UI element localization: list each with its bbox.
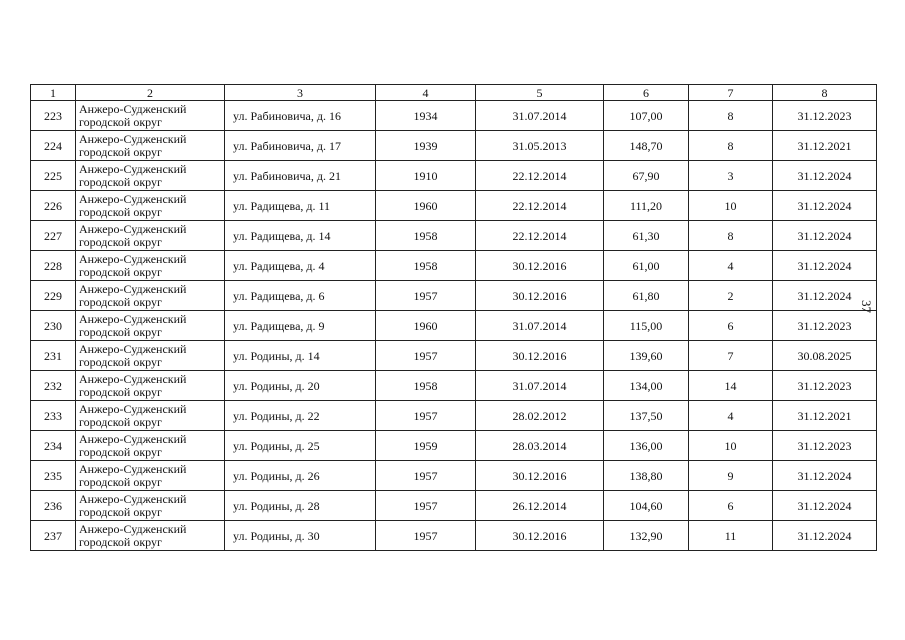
residents-count: 10 — [689, 191, 773, 221]
residents-count: 9 — [689, 461, 773, 491]
build-year: 1957 — [376, 521, 476, 551]
address: ул. Родины, д. 25 — [225, 431, 376, 461]
row-number: 234 — [31, 431, 76, 461]
municipality-line: городской округ — [79, 174, 162, 189]
recognition-date: 31.07.2014 — [476, 101, 604, 131]
municipality-line: Анжеро-Судженский — [79, 251, 187, 266]
resettlement-deadline: 31.12.2024 — [773, 191, 877, 221]
resettlement-deadline: 31.12.2024 — [773, 491, 877, 521]
recognition-date: 30.12.2016 — [476, 461, 604, 491]
recognition-date: 31.05.2013 — [476, 131, 604, 161]
row-number: 235 — [31, 461, 76, 491]
resettlement-deadline: 31.12.2024 — [773, 221, 877, 251]
residents-count: 14 — [689, 371, 773, 401]
residents-count: 11 — [689, 521, 773, 551]
address: ул. Радищева, д. 9 — [225, 311, 376, 341]
address: ул. Рабиновича, д. 21 — [225, 161, 376, 191]
area: 136,00 — [604, 431, 689, 461]
row-number: 224 — [31, 131, 76, 161]
build-year: 1910 — [376, 161, 476, 191]
municipality — [76, 281, 225, 311]
resettlement-deadline: 31.12.2024 — [773, 251, 877, 281]
resettlement-deadline: 31.12.2021 — [773, 401, 877, 431]
recognition-date: 22.12.2014 — [476, 221, 604, 251]
municipality-line: городской округ — [79, 114, 162, 129]
recognition-date: 31.07.2014 — [476, 311, 604, 341]
address: ул. Радищева, д. 14 — [225, 221, 376, 251]
municipality-line: городской округ — [79, 534, 162, 549]
build-year: 1960 — [376, 191, 476, 221]
residents-count: 8 — [689, 131, 773, 161]
resettlement-deadline: 31.12.2023 — [773, 431, 877, 461]
recognition-date: 30.12.2016 — [476, 251, 604, 281]
area: 115,00 — [604, 311, 689, 341]
residents-count: 4 — [689, 251, 773, 281]
area: 132,90 — [604, 521, 689, 551]
resettlement-deadline: 31.12.2021 — [773, 131, 877, 161]
recognition-date: 30.12.2016 — [476, 521, 604, 551]
municipality — [76, 491, 225, 521]
municipality — [76, 521, 225, 551]
area: 107,00 — [604, 101, 689, 131]
col-header: 2 — [76, 85, 225, 101]
recognition-date: 31.07.2014 — [476, 371, 604, 401]
recognition-date: 30.12.2016 — [476, 281, 604, 311]
address: ул. Родины, д. 30 — [225, 521, 376, 551]
municipality — [76, 311, 225, 341]
municipality-line: Анжеро-Судженский — [79, 131, 187, 146]
col-header: 6 — [604, 85, 689, 101]
resettlement-deadline: 31.12.2024 — [773, 461, 877, 491]
municipality — [76, 131, 225, 161]
table-row — [31, 521, 877, 551]
municipality — [76, 251, 225, 281]
table-row — [31, 461, 877, 491]
municipality-line: Анжеро-Судженский — [79, 461, 187, 476]
municipality-line: Анжеро-Судженский — [79, 371, 187, 386]
area: 137,50 — [604, 401, 689, 431]
build-year: 1959 — [376, 431, 476, 461]
build-year: 1934 — [376, 101, 476, 131]
municipality — [76, 341, 225, 371]
municipality-line: Анжеро-Судженский — [79, 191, 187, 206]
table-row — [31, 311, 877, 341]
build-year: 1958 — [376, 251, 476, 281]
municipality-line: городской округ — [79, 474, 162, 489]
row-number: 227 — [31, 221, 76, 251]
area: 134,00 — [604, 371, 689, 401]
address: ул. Родины, д. 14 — [225, 341, 376, 371]
table-row — [31, 431, 877, 461]
residents-count: 4 — [689, 401, 773, 431]
residents-count: 8 — [689, 101, 773, 131]
area: 61,00 — [604, 251, 689, 281]
residents-count: 6 — [689, 491, 773, 521]
address: ул. Радищева, д. 6 — [225, 281, 376, 311]
address: ул. Радищева, д. 11 — [225, 191, 376, 221]
municipality — [76, 371, 225, 401]
municipality — [76, 101, 225, 131]
resettlement-deadline: 30.08.2025 — [773, 341, 877, 371]
table-header — [31, 85, 877, 101]
table-row — [31, 371, 877, 401]
area: 67,90 — [604, 161, 689, 191]
municipality-line: Анжеро-Судженский — [79, 341, 187, 356]
table-row — [31, 131, 877, 161]
table-body — [31, 101, 877, 551]
header-row — [31, 85, 877, 101]
municipality-line: Анжеро-Судженский — [79, 101, 187, 116]
municipality-line: городской округ — [79, 414, 162, 429]
municipality-line: Анжеро-Судженский — [79, 221, 187, 236]
resettlement-deadline: 31.12.2023 — [773, 371, 877, 401]
recognition-date: 28.02.2012 — [476, 401, 604, 431]
municipality-line: городской округ — [79, 324, 162, 339]
recognition-date: 30.12.2016 — [476, 341, 604, 371]
recognition-date: 26.12.2014 — [476, 491, 604, 521]
residents-count: 6 — [689, 311, 773, 341]
row-number: 230 — [31, 311, 76, 341]
residents-count: 7 — [689, 341, 773, 371]
row-number: 223 — [31, 101, 76, 131]
area: 139,60 — [604, 341, 689, 371]
build-year: 1957 — [376, 341, 476, 371]
table-row — [31, 101, 877, 131]
residents-count: 2 — [689, 281, 773, 311]
build-year: 1958 — [376, 221, 476, 251]
address: ул. Родины, д. 26 — [225, 461, 376, 491]
table-row — [31, 281, 877, 311]
col-header: 1 — [31, 85, 76, 101]
municipality — [76, 461, 225, 491]
municipality-line: Анжеро-Судженский — [79, 161, 187, 176]
row-number: 231 — [31, 341, 76, 371]
row-number: 226 — [31, 191, 76, 221]
page-number: 37 — [859, 300, 874, 313]
build-year: 1939 — [376, 131, 476, 161]
resettlement-deadline: 31.12.2023 — [773, 311, 877, 341]
address: ул. Родины, д. 22 — [225, 401, 376, 431]
municipality-line: городской округ — [79, 444, 162, 459]
row-number: 228 — [31, 251, 76, 281]
build-year: 1958 — [376, 371, 476, 401]
municipality-line: городской округ — [79, 204, 162, 219]
resettlement-deadline: 31.12.2024 — [773, 521, 877, 551]
area: 61,80 — [604, 281, 689, 311]
area: 148,70 — [604, 131, 689, 161]
address: ул. Рабиновича, д. 17 — [225, 131, 376, 161]
area: 104,60 — [604, 491, 689, 521]
municipality-line: городской округ — [79, 144, 162, 159]
col-header: 7 — [689, 85, 773, 101]
municipality — [76, 221, 225, 251]
address: ул. Родины, д. 20 — [225, 371, 376, 401]
resettlement-deadline: 31.12.2023 — [773, 101, 877, 131]
table-row — [31, 191, 877, 221]
table-row — [31, 251, 877, 281]
row-number: 233 — [31, 401, 76, 431]
municipality-line: городской округ — [79, 384, 162, 399]
recognition-date: 28.03.2014 — [476, 431, 604, 461]
col-header: 8 — [773, 85, 877, 101]
municipality — [76, 401, 225, 431]
municipality — [76, 191, 225, 221]
row-number: 229 — [31, 281, 76, 311]
col-header: 5 — [476, 85, 604, 101]
municipality-line: городской округ — [79, 354, 162, 369]
build-year: 1957 — [376, 491, 476, 521]
col-header: 4 — [376, 85, 476, 101]
build-year: 1957 — [376, 401, 476, 431]
municipality-line: городской округ — [79, 264, 162, 279]
municipality-line: городской округ — [79, 504, 162, 519]
table-row — [31, 401, 877, 431]
table-row — [31, 491, 877, 521]
municipality-line: Анжеро-Судженский — [79, 281, 187, 296]
residents-count: 8 — [689, 221, 773, 251]
registry-table — [30, 84, 877, 551]
municipality-line: Анжеро-Судженский — [79, 311, 187, 326]
area: 138,80 — [604, 461, 689, 491]
resettlement-deadline: 31.12.2024 — [773, 161, 877, 191]
build-year: 1957 — [376, 461, 476, 491]
recognition-date: 22.12.2014 — [476, 191, 604, 221]
table-row — [31, 341, 877, 371]
col-header: 3 — [225, 85, 376, 101]
build-year: 1957 — [376, 281, 476, 311]
residents-count: 10 — [689, 431, 773, 461]
municipality-line: городской округ — [79, 294, 162, 309]
residents-count: 3 — [689, 161, 773, 191]
area: 61,30 — [604, 221, 689, 251]
address: ул. Радищева, д. 4 — [225, 251, 376, 281]
table-row — [31, 221, 877, 251]
address: ул. Рабиновича, д. 16 — [225, 101, 376, 131]
row-number: 236 — [31, 491, 76, 521]
municipality — [76, 431, 225, 461]
row-number: 225 — [31, 161, 76, 191]
recognition-date: 22.12.2014 — [476, 161, 604, 191]
row-number: 237 — [31, 521, 76, 551]
build-year: 1960 — [376, 311, 476, 341]
table-row — [31, 161, 877, 191]
resettlement-deadline: 31.12.2024 — [773, 281, 877, 311]
municipality — [76, 161, 225, 191]
area: 111,20 — [604, 191, 689, 221]
row-number: 232 — [31, 371, 76, 401]
address: ул. Родины, д. 28 — [225, 491, 376, 521]
municipality-line: Анжеро-Судженский — [79, 491, 187, 506]
municipality-line: Анжеро-Судженский — [79, 521, 187, 536]
municipality-line: городской округ — [79, 234, 162, 249]
municipality-line: Анжеро-Судженский — [79, 401, 187, 416]
municipality-line: Анжеро-Судженский — [79, 431, 187, 446]
